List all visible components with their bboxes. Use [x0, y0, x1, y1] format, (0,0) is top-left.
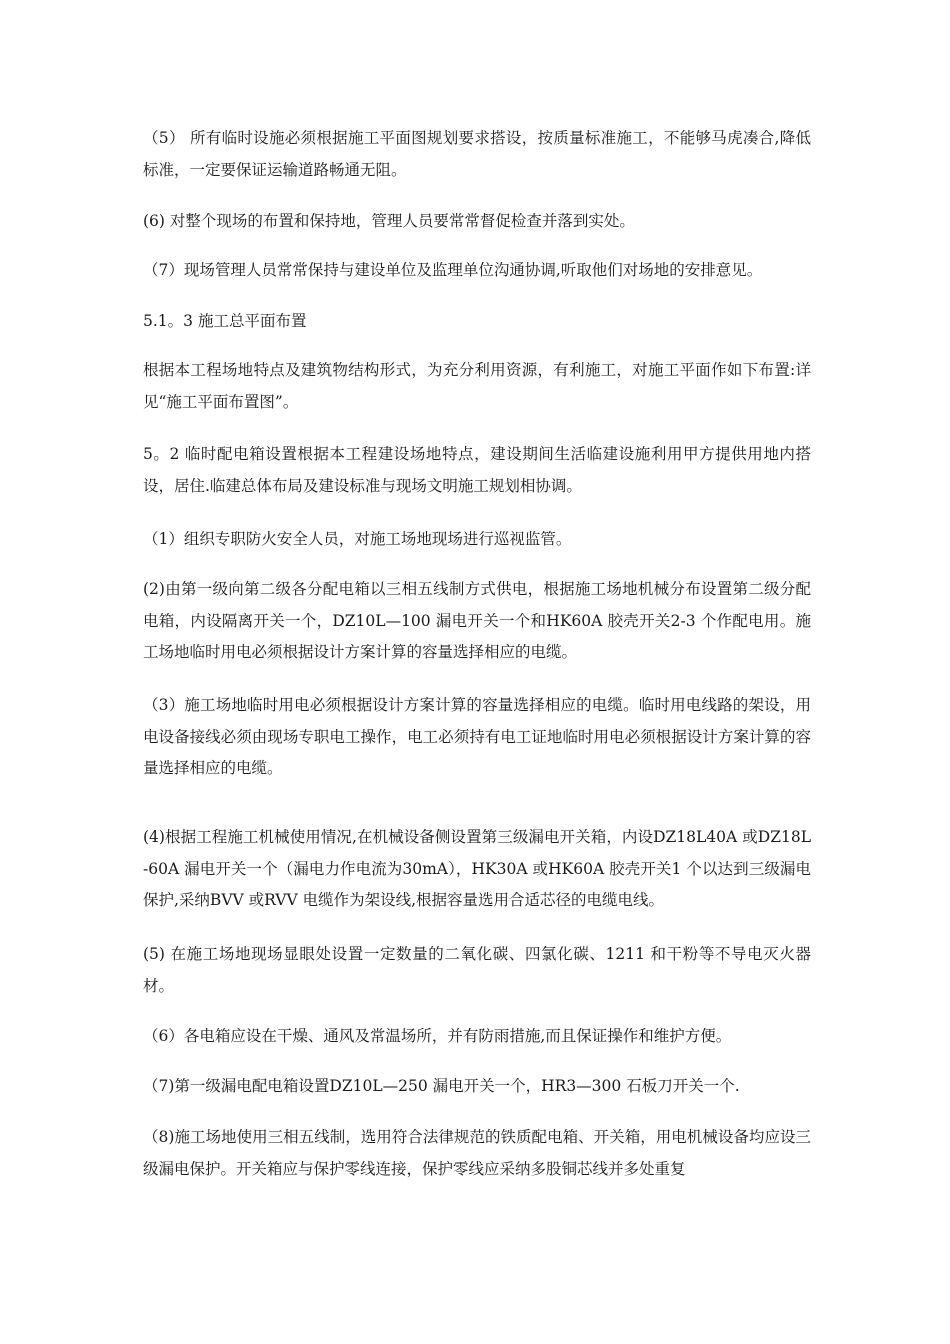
paragraph-7: （1）组织专职防火安全人员，对施工场地现场进行巡视监管。 [143, 530, 572, 548]
paragraph-13: （7)第一级漏电配电箱设置DZ10L—250 漏电开关一个，HR3—300 石板刀开关一个. [143, 1077, 740, 1095]
section-heading: 5.1。3 施工总平面布置 [143, 312, 307, 330]
paragraph-5: 根据本工程场地特点及建筑物结构形式，为充分利用资源，有利施工，对施工平面作如下布置:详见“施工平面布置图”。 [143, 361, 811, 411]
paragraph-3: （7）现场管理人员常常保持与建设单位及监理单位沟通协调,听取他们对场地的安排意见。 [143, 261, 763, 279]
paragraph-9: （3）施工场地临时用电必须根据设计方案计算的容量选择相应的电缆。临时用电线路的架设，用电设备接线必须由现场专职电工操作，电工必须持有电工证地临时用电必须根据设计方案计算的容量选择相应的电缆。 [143, 696, 811, 777]
paragraph-6: 5。2 临时配电箱设置根据本工程建设场地特点，建设期间生活临建设施利用甲方提供用地内搭设，居住.临建总体布局及建设标准与现场文明施工规划相协调。 [143, 445, 811, 495]
paragraph-12: （6）各电箱应设在干燥、通风及常温场所，并有防雨措施,而且保证操作和维护方便。 [143, 1027, 732, 1045]
paragraph-11: (5) 在施工场地现场显眼处设置一定数量的二氧化碳、四氯化碳、1211 和干粉等不导电灭火器材。 [143, 945, 811, 995]
paragraph-1: （5） 所有临时设施必须根据施工平面图规划要求搭设，按质量标准施工，不能够马虎凑合,降低标准，一定要保证运输道路畅通无阻。 [143, 129, 811, 179]
paragraph-2: (6) 对整个现场的布置和保持地，管理人员要常常督促检查并落到实处。 [143, 212, 635, 230]
paragraph-8: (2)由第一级向第二级各分配电箱以三相五线制方式供电，根据施工场地机械分布设置第二级分配电箱，内设隔离开关一个，DZ10L—100 漏电开关一个和HK60A 胶壳开关2-3 个作配电用。施工场地临时用电必须根据设计方案计算的容量选择相应的电缆。 [143, 580, 811, 661]
paragraph-10: (4)根据工程施工机械使用情况,在机械设备侧设置第三级漏电开关箱，内设DZ18L40A 或DZ18L-60A 漏电开关一个（漏电力作电流为30mA），HK30A 或HK60A 胶壳开关1 个以达到三级漏电保护,采纳BVV 或RVV 电缆作为架设线,根据容量选用合适芯径的电缆电线。 [143, 828, 811, 909]
paragraph-14: （8)施工场地使用三相五线制，选用符合法律规范的铁质配电箱、开关箱，用电机械设备均应设三级漏电保护。开关箱应与保护零线连接，保护零线应采纳多股铜芯线并多处重复 [143, 1128, 811, 1178]
